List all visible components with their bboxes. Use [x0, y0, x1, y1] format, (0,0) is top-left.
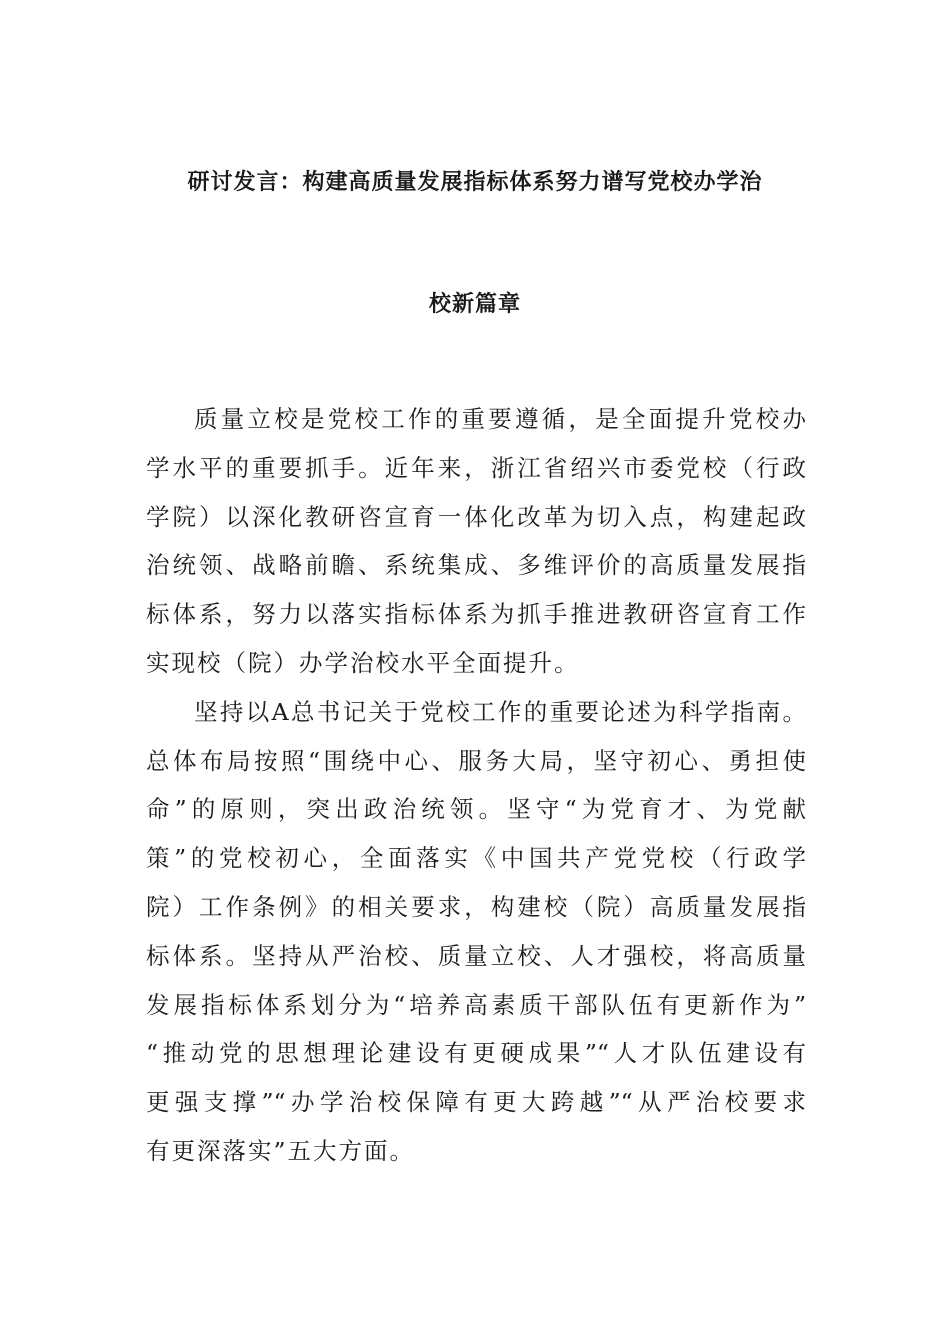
paragraph-2-line: 有更深落实”五大方面。: [146, 1136, 416, 1165]
paragraph-1-line: 学水平的重要抓手。近年来，浙江省绍兴市委党校（行政: [146, 453, 806, 482]
paragraph-2-line: 命”的原则，突出政治统领。坚守“为党育才、为党献: [146, 795, 806, 824]
document-title-line-1: 研讨发言：构建高质量发展指标体系努力谱写党校办学治: [187, 169, 763, 195]
paragraph-2-line: 院）工作条例》的相关要求，构建校（院）高质量发展指: [146, 892, 806, 921]
paragraph-1-line: 实现校（院）办学治校水平全面提升。: [146, 648, 580, 677]
paragraph-2-line: 策”的党校初心，全面落实《中国共产党党校（行政学: [146, 844, 806, 873]
paragraph-1-line: 质量立校是党校工作的重要遵循，是全面提升党校办: [194, 405, 806, 433]
paragraph-1-line: 学院）以深化教研咨宣育一体化改革为切入点，构建起政: [146, 502, 806, 531]
paragraph-2-line: 发展指标体系划分为“培养高素质干部队伍有更新作为”: [146, 990, 806, 1019]
paragraph-2-line: 标体系。坚持从严治校、质量立校、人才强校，将高质量: [146, 941, 806, 970]
paragraph-2-line: “推动党的思想理论建设有更硬成果”“人才队伍建设有: [146, 1039, 806, 1068]
paragraph-1-line: 治统领、战略前瞻、系统集成、多维评价的高质量发展指: [146, 551, 806, 580]
document-body: [146, 395, 806, 1176]
paragraph-2-line: 总体布局按照“围绕中心、服务大局，坚守初心、勇担使: [146, 746, 806, 775]
paragraph-2-line: 坚持以A总书记关于党校工作的重要论述为科学指南。: [194, 697, 806, 726]
paragraph-2-line: 更强支撑”“办学治校保障有更大跨越”“从严治校要求: [146, 1088, 806, 1117]
document-title-line-2: 校新篇章: [428, 291, 521, 317]
paragraph-1-line: 标体系，努力以落实指标体系为抓手推进教研咨宣育工作: [146, 600, 806, 629]
